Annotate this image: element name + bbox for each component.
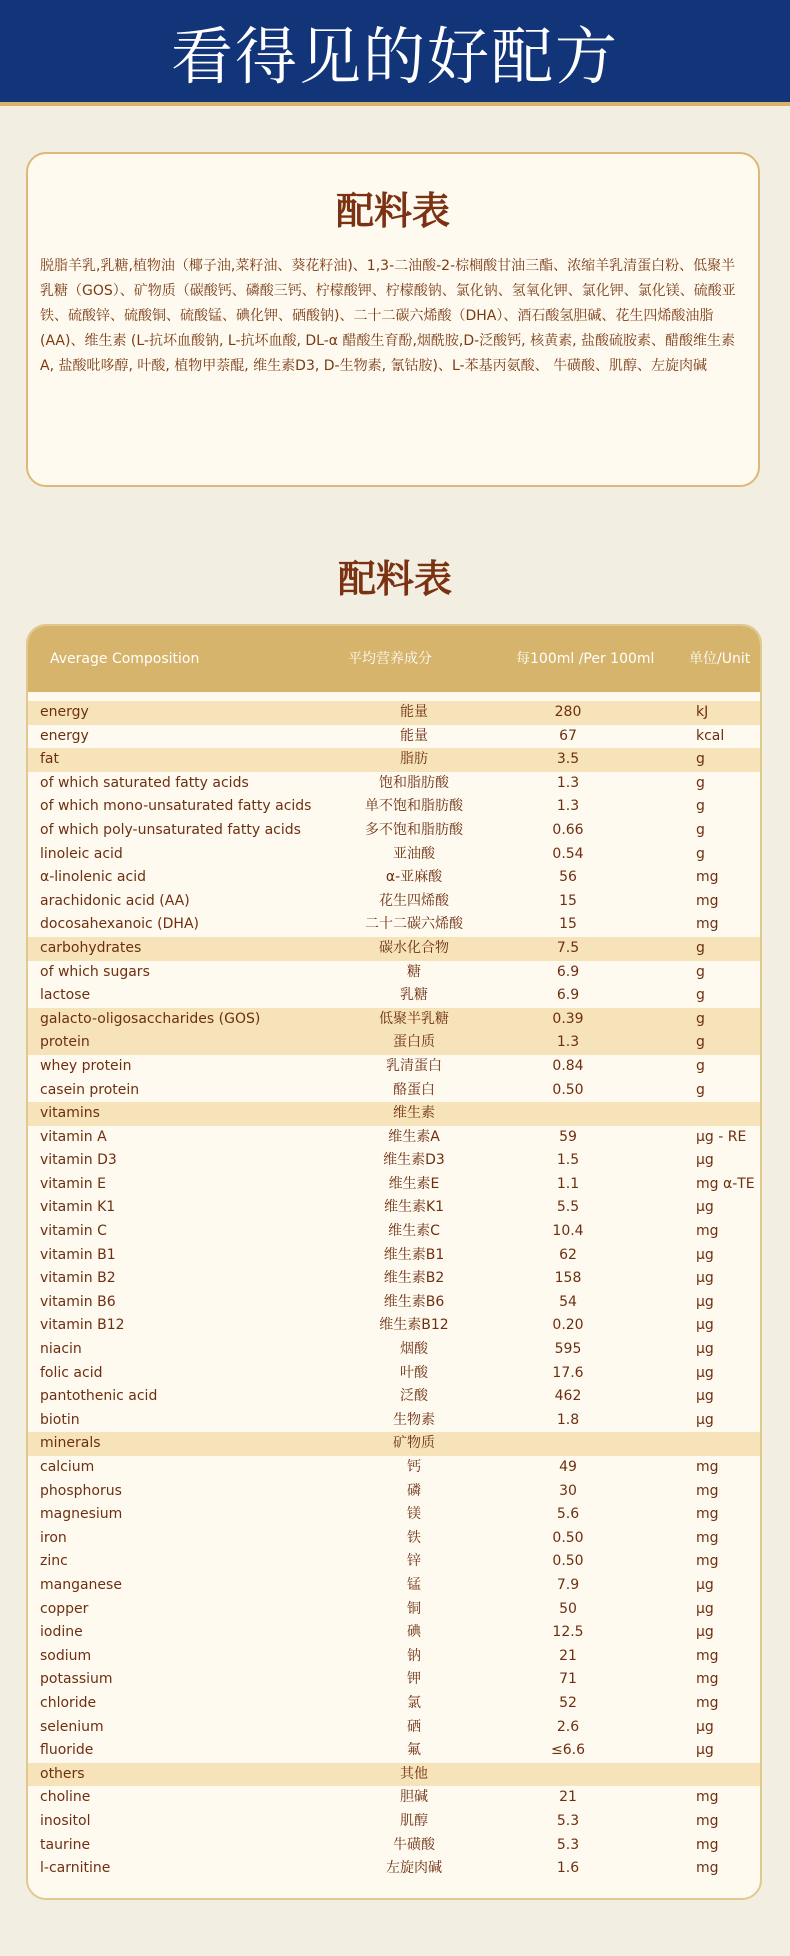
cell-chinese-name: 氯 <box>407 1694 421 1711</box>
cell-value: 0.66 <box>552 821 584 838</box>
table-row <box>28 1055 760 1079</box>
cell-unit: μg - RE <box>696 1128 747 1145</box>
cell-chinese-name: 酪蛋白 <box>393 1081 435 1098</box>
cell-unit: μg <box>696 1718 714 1735</box>
cell-value: 1.3 <box>556 798 580 815</box>
cell-english-name: biotin <box>40 1411 80 1428</box>
cell-unit: mg <box>696 916 719 933</box>
cell-english-name: sodium <box>40 1647 92 1664</box>
cell-english-name: taurine <box>40 1836 91 1853</box>
cell-unit: g <box>696 963 705 980</box>
header-nutrient-cn: 平均营养成分 <box>348 651 432 667</box>
table-row <box>28 1810 760 1834</box>
cell-chinese-name: 亚油酸 <box>393 845 435 862</box>
table-row <box>28 843 760 867</box>
cell-unit: g <box>696 845 705 862</box>
table-body <box>28 701 760 1881</box>
cell-value: 59 <box>559 1128 577 1145</box>
cell-value: 5.3 <box>556 1812 580 1829</box>
cell-chinese-name: 乳糖 <box>400 987 428 1004</box>
cell-unit: mg <box>696 1647 719 1664</box>
cell-english-name: fat <box>40 751 59 768</box>
cell-unit: mg <box>696 892 719 909</box>
cell-value: 1.8 <box>556 1411 580 1428</box>
table-row <box>28 1008 760 1032</box>
cell-value: 0.50 <box>552 1553 584 1570</box>
cell-english-name: vitamin E <box>40 1175 106 1192</box>
cell-english-name: of which sugars <box>40 963 150 980</box>
cell-english-name: vitamin A <box>40 1128 107 1145</box>
cell-chinese-name: 维生素A <box>388 1128 440 1145</box>
cell-english-name: iodine <box>40 1624 83 1641</box>
cell-value: 56 <box>559 869 577 886</box>
table-row <box>28 1574 760 1598</box>
cell-english-name: copper <box>40 1600 89 1617</box>
table-row <box>28 1102 760 1126</box>
cell-english-name: chloride <box>40 1694 97 1711</box>
cell-value: 1.6 <box>556 1860 580 1877</box>
table-row <box>28 1244 760 1268</box>
table-row <box>28 819 760 843</box>
cell-value: 158 <box>554 1270 582 1287</box>
table-row <box>28 1031 760 1055</box>
cell-value: 5.5 <box>556 1199 580 1216</box>
cell-unit: mg <box>696 1836 719 1853</box>
cell-chinese-name: 磷 <box>407 1482 421 1499</box>
cell-unit: g <box>696 821 705 838</box>
table-row <box>28 701 760 725</box>
cell-unit: μg <box>696 1246 714 1263</box>
cell-unit: mg <box>696 1223 719 1240</box>
cell-value: 3.5 <box>556 751 580 768</box>
cell-unit: μg <box>696 1742 714 1759</box>
table-row <box>28 1362 760 1386</box>
table-row <box>28 748 760 772</box>
cell-chinese-name: 镁 <box>407 1506 421 1523</box>
cell-unit: kJ <box>696 704 709 720</box>
cell-unit: μg <box>696 1576 714 1593</box>
cell-chinese-name: 硒 <box>407 1718 421 1735</box>
table-row <box>28 937 760 961</box>
table-row <box>28 1527 760 1551</box>
cell-chinese-name: 钠 <box>407 1647 421 1664</box>
cell-unit: μg <box>696 1152 714 1169</box>
cell-chinese-name: 铁 <box>407 1529 421 1546</box>
cell-value: 1.3 <box>556 774 580 791</box>
cell-chinese-name: α-亚麻酸 <box>385 869 443 886</box>
cell-unit: mg <box>696 1671 719 1688</box>
table-row <box>28 1196 760 1220</box>
cell-english-name: selenium <box>40 1718 104 1735</box>
cell-value: 7.9 <box>556 1576 580 1593</box>
table-row <box>28 1598 760 1622</box>
cell-unit: kcal <box>696 727 725 744</box>
cell-chinese-name: 维生素B2 <box>383 1270 445 1287</box>
cell-english-name: arachidonic acid (AA) <box>40 892 190 909</box>
cell-chinese-name: 牛磺酸 <box>393 1836 435 1853</box>
ingredients-card <box>26 152 760 487</box>
cell-chinese-name: 矿物质 <box>393 1435 435 1452</box>
cell-unit: μg <box>696 1600 714 1617</box>
cell-english-name: vitamin B2 <box>40 1270 116 1287</box>
cell-chinese-name: 烟酸 <box>400 1341 428 1358</box>
cell-value: 15 <box>559 892 577 909</box>
table-row <box>28 1173 760 1197</box>
cell-value: 52 <box>559 1694 577 1711</box>
cell-chinese-name: 锌 <box>407 1553 421 1570</box>
cell-unit: μg <box>696 1317 714 1334</box>
cell-english-name: l-carnitine <box>40 1860 111 1877</box>
cell-english-name: linoleic acid <box>40 845 123 862</box>
table-row <box>28 984 760 1008</box>
cell-value: 17.6 <box>552 1364 584 1381</box>
cell-value: 12.5 <box>552 1624 584 1641</box>
cell-english-name: choline <box>40 1789 91 1806</box>
table-row <box>28 1857 760 1881</box>
cell-chinese-name: 单不饱和脂肪酸 <box>365 798 463 815</box>
table-row <box>28 1220 760 1244</box>
cell-english-name: vitamin K1 <box>40 1199 116 1216</box>
cell-value: 0.20 <box>552 1317 584 1334</box>
cell-chinese-name: 胆碱 <box>400 1789 428 1806</box>
cell-value: 6.9 <box>556 987 580 1004</box>
cell-unit: mg <box>696 1506 719 1523</box>
cell-unit: mg <box>696 1553 719 1570</box>
table-row <box>28 1763 760 1787</box>
cell-value: 7.5 <box>556 939 580 956</box>
cell-value: 54 <box>559 1293 577 1310</box>
cell-chinese-name: 糖 <box>407 963 421 980</box>
cell-chinese-name: 维生素C <box>388 1223 440 1240</box>
cell-unit: mg <box>696 1789 719 1806</box>
cell-value: 21 <box>559 1647 577 1664</box>
cell-english-name: manganese <box>40 1576 122 1593</box>
cell-english-name: docosahexanoic (DHA) <box>40 916 199 933</box>
cell-chinese-name: 肌醇 <box>400 1812 428 1829</box>
cell-value: 1.1 <box>556 1175 580 1192</box>
cell-english-name: vitamin B6 <box>40 1293 116 1310</box>
table-row <box>28 1692 760 1716</box>
cell-unit: mg <box>696 1694 719 1711</box>
table-row <box>28 961 760 985</box>
cell-chinese-name: 泛酸 <box>400 1388 428 1405</box>
cell-unit: g <box>696 1010 705 1027</box>
cell-chinese-name: 叶酸 <box>400 1364 428 1381</box>
cell-unit: mg <box>696 1860 719 1877</box>
table-header <box>28 626 760 692</box>
cell-unit: μg <box>696 1199 714 1216</box>
cell-english-name: of which saturated fatty acids <box>40 774 249 791</box>
cell-chinese-name: 维生素B1 <box>383 1246 445 1263</box>
cell-chinese-name: 花生四烯酸 <box>379 892 449 909</box>
cell-value: 280 <box>554 704 582 720</box>
cell-english-name: carbohydrates <box>40 939 142 956</box>
cell-value: 62 <box>559 1246 577 1263</box>
cell-unit: g <box>696 751 705 768</box>
cell-chinese-name: 维生素K1 <box>383 1199 445 1216</box>
cell-english-name: galacto-oligosaccharides (GOS) <box>40 1010 261 1027</box>
cell-english-name: of which poly-unsaturated fatty acids <box>40 821 301 838</box>
cell-value: 5.3 <box>556 1836 580 1853</box>
table-row <box>28 1480 760 1504</box>
table-row <box>28 1645 760 1669</box>
cell-chinese-name: 维生素D3 <box>383 1152 445 1169</box>
composition-title: 配料表 <box>337 557 452 601</box>
cell-value: 10.4 <box>552 1223 584 1240</box>
cell-value: 595 <box>554 1341 582 1358</box>
cell-unit: μg <box>696 1341 714 1358</box>
cell-chinese-name: 饱和脂肪酸 <box>379 774 449 791</box>
cell-value: 30 <box>559 1482 577 1499</box>
cell-english-name: energy <box>40 704 89 720</box>
cell-chinese-name: 钙 <box>407 1459 421 1475</box>
cell-unit: μg <box>696 1270 714 1287</box>
cell-english-name: protein <box>40 1034 90 1051</box>
cell-unit: g <box>696 1034 705 1051</box>
cell-value: 0.50 <box>552 1081 584 1098</box>
cell-english-name: phosphorus <box>40 1482 122 1499</box>
table-row <box>28 1291 760 1315</box>
cell-chinese-name: 生物素 <box>393 1411 435 1428</box>
cell-unit: g <box>696 798 705 815</box>
cell-english-name: zinc <box>40 1553 68 1570</box>
ingredients-text: 脱脂羊乳,乳糖,植物油（椰子油,菜籽油、葵花籽油)、1,3-二油酸-2-棕榈酸甘油三酯、浓缩羊乳清蛋白粉、低聚半乳糖（GOS）、矿物质（碳酸钙、磷酸三钙、柠檬酸钾、柠檬酸钠、氯化钠、氢氧化钾、氯化钾、氯化镁、硫酸亚铁、硫酸锌、硫酸铜、硫酸锰、碘化钾、硒酸钠)、二十二碳六烯酸（DHA）、酒石酸氢胆碱、花生四烯酸油脂(AA)、维生素 (L-抗坏血酸钠, L-抗坏血酸, DL-α 醋酸生育酚,烟酰胺,D-泛酸钙, 核黄素, 盐酸硫胺素、醋酸维生素A, 盐酸吡哆醇, 叶酸, 植物甲萘醌, 维生素D3, D-生物素, 氰钴胺)、L-苯基丙氨酸、 牛磺酸、肌醇、左旋肉碱 <box>40 258 736 374</box>
cell-chinese-name: 锰 <box>407 1576 421 1593</box>
cell-english-name: α-linolenic acid <box>40 869 146 886</box>
cell-english-name: vitamin B12 <box>40 1317 125 1334</box>
cell-unit: mg α-TE <box>696 1175 755 1192</box>
table-row <box>28 1409 760 1433</box>
table-row <box>28 1338 760 1362</box>
cell-unit: mg <box>696 1812 719 1829</box>
cell-english-name: magnesium <box>40 1506 123 1523</box>
cell-chinese-name: 铜 <box>407 1600 421 1617</box>
cell-english-name: vitamin D3 <box>40 1152 117 1169</box>
cell-english-name: energy <box>40 727 89 744</box>
table-row <box>28 1314 760 1338</box>
cell-value: 67 <box>559 727 577 744</box>
cell-english-name: calcium <box>40 1459 95 1475</box>
cell-unit: g <box>696 987 705 1004</box>
cell-english-name: lactose <box>40 987 91 1004</box>
cell-value: 0.39 <box>552 1010 584 1027</box>
cell-chinese-name: 低聚半乳糖 <box>379 1010 449 1027</box>
cell-unit: mg <box>696 1482 719 1499</box>
cell-unit: mg <box>696 1459 719 1475</box>
cell-chinese-name: 二十二碳六烯酸 <box>365 916 463 933</box>
cell-chinese-name: 维生素B12 <box>379 1317 449 1334</box>
cell-chinese-name: 维生素 <box>393 1105 435 1122</box>
table-row <box>28 1739 760 1763</box>
cell-value: 0.50 <box>552 1529 584 1546</box>
header-average-composition: Average Composition <box>50 651 200 667</box>
table-row <box>28 1786 760 1810</box>
cell-english-name: folic acid <box>40 1364 103 1381</box>
cell-value: 462 <box>554 1388 582 1405</box>
cell-unit: g <box>696 1081 705 1098</box>
cell-unit: mg <box>696 869 719 886</box>
cell-unit: μg <box>696 1624 714 1641</box>
table-row <box>28 1621 760 1645</box>
cell-english-name: vitamins <box>40 1105 100 1122</box>
cell-english-name: vitamin B1 <box>40 1246 116 1263</box>
cell-value: 50 <box>559 1600 577 1617</box>
cell-chinese-name: 蛋白质 <box>393 1034 435 1051</box>
cell-value: ≤6.6 <box>551 1742 585 1759</box>
cell-english-name: fluoride <box>40 1742 94 1759</box>
banner-title: 看得见的好配方 <box>170 19 619 93</box>
cell-chinese-name: 其他 <box>400 1765 428 1782</box>
cell-unit: μg <box>696 1364 714 1381</box>
cell-chinese-name: 氟 <box>407 1742 421 1759</box>
table-row <box>28 1385 760 1409</box>
cell-english-name: iron <box>40 1529 67 1546</box>
table-row <box>28 1668 760 1692</box>
cell-chinese-name: 维生素B6 <box>383 1293 445 1310</box>
cell-english-name: niacin <box>40 1341 82 1358</box>
cell-value: 0.54 <box>552 845 584 862</box>
cell-chinese-name: 能量 <box>400 727 428 744</box>
cell-english-name: of which mono-unsaturated fatty acids <box>40 798 312 815</box>
cell-chinese-name: 维生素E <box>388 1175 440 1192</box>
cell-chinese-name: 碘 <box>407 1624 421 1641</box>
table-row <box>28 1834 760 1858</box>
cell-english-name: others <box>40 1765 85 1782</box>
cell-unit: μg <box>696 1388 714 1405</box>
cell-chinese-name: 多不饱和脂肪酸 <box>365 821 463 838</box>
table-row <box>28 1503 760 1527</box>
cell-value: 71 <box>559 1671 577 1688</box>
table-row <box>28 866 760 890</box>
table-row <box>28 795 760 819</box>
cell-value: 21 <box>559 1789 577 1806</box>
cell-chinese-name: 钾 <box>407 1671 421 1688</box>
table-row <box>28 1267 760 1291</box>
cell-chinese-name: 碳水化合物 <box>379 939 449 956</box>
cell-english-name: casein protein <box>40 1081 140 1098</box>
table-row <box>28 725 760 749</box>
cell-value: 0.84 <box>552 1057 584 1074</box>
ingredients-title: 配料表 <box>335 189 450 233</box>
table-row <box>28 913 760 937</box>
table-row <box>28 1456 760 1480</box>
table-row <box>28 1550 760 1574</box>
cell-unit: μg <box>696 1293 714 1310</box>
cell-value: 5.6 <box>556 1506 580 1523</box>
cell-chinese-name: 脂肪 <box>400 751 428 768</box>
cell-unit: μg <box>696 1411 714 1428</box>
table-row <box>28 1432 760 1456</box>
cell-english-name: inositol <box>40 1812 91 1829</box>
cell-chinese-name: 左旋肉碱 <box>386 1860 442 1877</box>
table-row <box>28 772 760 796</box>
table-row <box>28 890 760 914</box>
cell-unit: mg <box>696 1529 719 1546</box>
cell-value: 2.6 <box>556 1718 580 1735</box>
header-per-100ml: 每100ml /Per 100ml <box>516 651 655 667</box>
cell-chinese-name: 乳清蛋白 <box>386 1057 442 1074</box>
cell-value: 6.9 <box>556 963 580 980</box>
cell-english-name: minerals <box>40 1435 101 1452</box>
cell-unit: g <box>696 939 705 956</box>
cell-chinese-name: 能量 <box>400 704 428 720</box>
composition-table <box>26 624 762 1900</box>
cell-english-name: vitamin C <box>40 1223 107 1240</box>
table-row <box>28 1079 760 1103</box>
table-row <box>28 1716 760 1740</box>
header-unit: 单位/Unit <box>689 651 751 667</box>
cell-value: 15 <box>559 916 577 933</box>
cell-value: 1.5 <box>556 1152 580 1169</box>
cell-value: 1.3 <box>556 1034 580 1051</box>
cell-value: 49 <box>559 1459 577 1475</box>
top-banner <box>0 0 790 106</box>
cell-english-name: whey protein <box>40 1057 132 1074</box>
cell-english-name: potassium <box>40 1671 113 1688</box>
table-row <box>28 1149 760 1173</box>
table-row <box>28 1126 760 1150</box>
cell-unit: g <box>696 1057 705 1074</box>
cell-unit: g <box>696 774 705 791</box>
cell-english-name: pantothenic acid <box>40 1388 158 1405</box>
